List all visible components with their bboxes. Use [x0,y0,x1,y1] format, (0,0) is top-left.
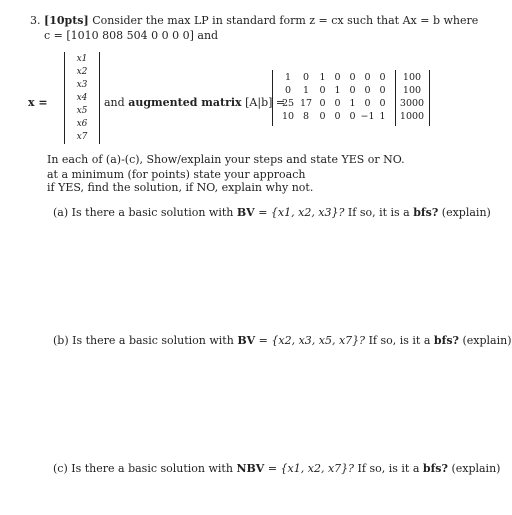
instruction-line: In each of (a)-(c), Show/explain your steps and state YES or NO. [47,153,405,166]
question-a: (a) Is there a basic solution with BV = {x1, x2, x3}? If so, it is a bfs? (explain) [53,206,491,219]
augment-divider [395,70,396,126]
question-b: (b) Is there a basic solution with BV = {x2, x3, x5, x7}? If so, is it a bfs? (explain) [53,334,512,347]
question-c: (c) Is there a basic solution with NBV = {x1, x2, x7}? If so, is it a bfs? (explain) [53,462,501,475]
matrix-row: 0 1 0 1 0 0 0 [284,85,386,96]
instruction-line: if YES, find the solution, if NO, explain why not. [47,181,314,194]
problem-header-line1 [30,14,478,27]
x-vector-label: x = [28,96,48,109]
x-entry: x3 [76,80,88,90]
x-vector [64,52,100,144]
rhs-value: 1000 [399,111,425,122]
x-entry: x2 [76,67,88,77]
cost-vector-line: c = [1010 808 504 0 0 0 0] and [44,29,219,42]
problem-statement: Consider the max LP in standard form z = cx such that Ax = b where [92,14,479,27]
matrix-row: 25 17 0 0 1 0 0 [281,98,386,109]
rhs-value: 100 [402,85,422,96]
x-entry: x1 [76,54,88,64]
instruction-line: at a minimum (for points) state your approach [47,168,306,181]
matrix-row: 1 0 1 0 0 0 0 [284,72,386,83]
augmented-matrix-label: and augmented matrix [A|b] = [104,96,286,109]
x-entry: x7 [76,132,88,142]
matrix-row: 10 8 0 0 0 −1 1 [281,111,386,122]
problem-number: 3. [30,14,41,27]
rhs-value: 3000 [399,98,425,109]
x-entry: x4 [76,93,88,103]
augmented-matrix [272,70,430,126]
rhs-value: 100 [402,72,422,83]
x-entry: x5 [76,106,88,116]
x-entry: x6 [76,119,88,129]
problem-points: [10pts] [44,14,89,27]
